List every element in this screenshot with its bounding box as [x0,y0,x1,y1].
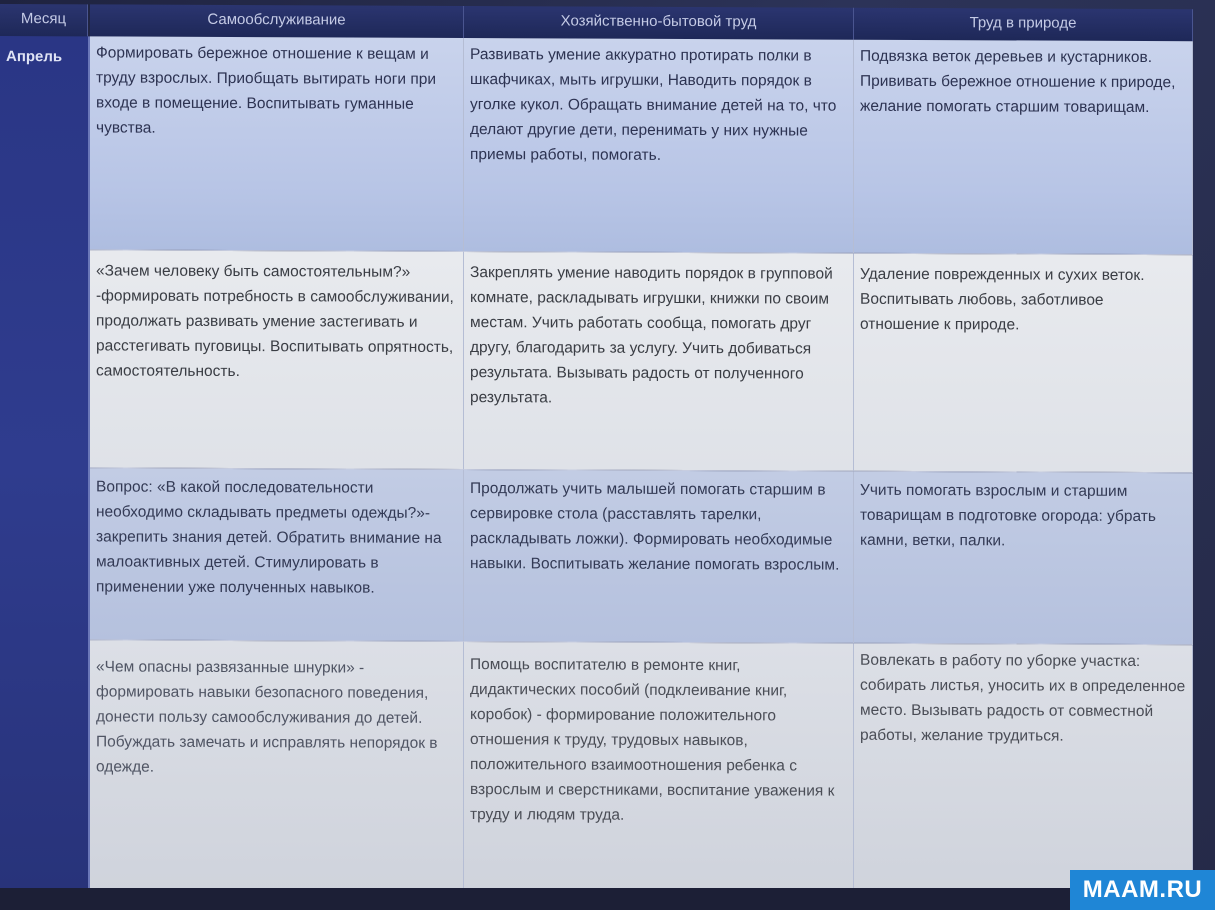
table-cell: Продолжать учить малышей помогать старшим в сервировке стола (расставлять тарелки, раскладывать ложки). Формировать необходимые навыки. Воспитывать желание помогать взрослым. [464,470,854,644]
screen-bottom-bezel [0,888,1215,910]
table-cell: Развивать умение аккуратно протирать полки в шкафчиках, мыть игрушки, Наводить порядок в уголке кукол. Обращать внимание детей на то, что делают другие дети, перенимать у них нужные приемы работы, помогать. [464,38,854,254]
table-cell: Закреплять умение наводить порядок в групповой комнате, раскладывать игрушки, книжки по своим местам. Учить работать сообща, помогать друг другу, благодарить за услугу. Учить добиваться результата. Вызывать радость от полученного результата. [464,252,854,472]
table-cell: «Чем опасны развязанные шнурки» - формировать навыки безопасного поведения, донести пользу самообслуживания до детей. Побуждать замечать и исправлять непорядок в одежде. [90,640,464,894]
table-cell: Удаление поврежденных и сухих веток. Воспитывать любовь, заботливое отношение к природе. [854,254,1193,473]
table-cell: «Зачем человеку быть самостоятельным?» -формировать потребность в самообслуживании, продолжать развивать умение застегивать и расстегивать пуговицы. Воспитывать опрятность, самостоятельность. [90,250,464,470]
table-cell: Вопрос: «В какой последовательности необходимо складывать предметы одежды?»- закрепить знания детей. Обратить внимание на малоактивных детей. Стимулировать в применении уже полученных навыков. [90,468,464,642]
watermark-logo: MAAM.RU [1070,870,1215,910]
header-household-work: Хозяйственно-бытовой труд [464,6,854,40]
table-cell: Вовлекать в работу по уборке участка: собирать листья, уносить их в определенное место. Вызывать радость от совместной работы, желание трудиться. [854,644,1193,897]
month-label: Апрель [6,48,63,66]
table-cell: Формировать бережное отношение к вещам и труду взрослых. Приобщать вытирать ноги при входе в помещение. Воспитывать гуманные чувства. [90,36,464,252]
table-cell: Подвязка веток деревьев и кустарников. Прививать бережное отношение к природе, желание помогать старшим товарищам. [854,40,1193,255]
month-column [0,36,90,892]
work-plan-table [0,4,1193,897]
header-nature-work: Труд в природе [854,8,1193,41]
header-month: Месяц [0,4,88,36]
table-cell: Помощь воспитателю в ремонте книг, дидактических пособий (подклеивание книг, коробок) - формирование положительного отношения к труду, трудовых навыков, положительного взаимоотношения ребенка с взрослым и сверстниками, воспитание уважения к труду и людям труда. [464,642,854,896]
table-cell: Учить помогать взрослым и старшим товарищам в подготовке огорода: убрать камни, ветки, палки. [854,472,1193,645]
header-self-service: Самообслуживание [90,4,464,38]
